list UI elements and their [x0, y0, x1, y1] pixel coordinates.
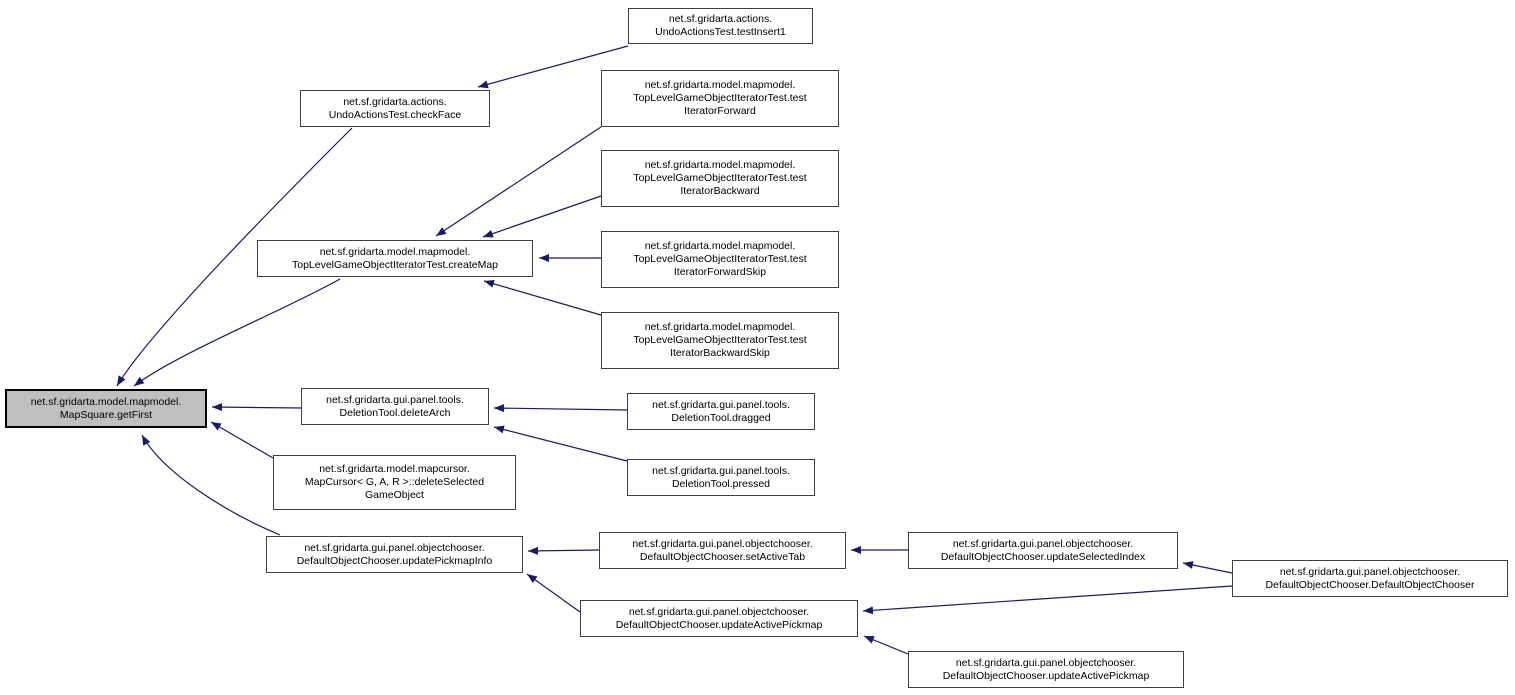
graph-node-test-iterator-backward[interactable]: [601, 150, 839, 207]
graph-node-get-first: [5, 389, 207, 428]
node-label-line: IteratorBackwardSkip: [670, 347, 770, 359]
node-label-line: DefaultObjectChooser.updatePickmapInfo: [296, 554, 493, 567]
node-label-line: net.sf.gridarta.gui.panel.tools.: [326, 393, 464, 406]
graph-node-delete-arch[interactable]: [301, 388, 489, 425]
node-label-line: DeletionTool.pressed: [671, 477, 771, 490]
graph-node-update-active-pickmap-2[interactable]: [908, 651, 1184, 688]
graph-node-undo-test-insert1[interactable]: [628, 8, 813, 44]
node-label-line: TopLevelGameObjectIteratorTest.createMap: [291, 258, 499, 271]
node-label-line: DefaultObjectChooser.DefaultObjectChooser: [1265, 578, 1475, 591]
graph-node-test-iterator-forward[interactable]: [601, 70, 839, 127]
node-label-line: net.sf.gridarta.model.mapmodel.: [30, 395, 182, 408]
graph-node-default-object-chooser-ctor[interactable]: [1232, 560, 1508, 597]
node-label-line: net.sf.gridarta.model.mapcursor.: [319, 463, 470, 475]
node-label-line: net.sf.gridarta.model.mapmodel.: [644, 321, 796, 333]
node-label-line: TopLevelGameObjectIteratorTest.test: [633, 92, 807, 104]
node-label-line: net.sf.gridarta.model.mapmodel.: [644, 240, 796, 252]
node-label-line: IteratorForward: [684, 105, 756, 117]
graph-node-undo-check-face[interactable]: [300, 90, 490, 127]
graph-node-create-map[interactable]: [257, 240, 533, 277]
graph-node-update-active-pickmap[interactable]: [580, 600, 858, 637]
graph-node-deletion-tool-pressed[interactable]: [627, 459, 815, 496]
node-label-line: net.sf.gridarta.model.mapmodel.: [644, 159, 796, 171]
node-label-line: net.sf.gridarta.gui.panel.objectchooser.: [952, 537, 1134, 550]
graph-node-deletion-tool-dragged[interactable]: [627, 393, 815, 430]
graph-node-delete-selected-game-object[interactable]: [273, 455, 516, 510]
graph-node-update-selected-index[interactable]: [908, 532, 1178, 569]
node-label-line: UndoActionsTest.testInsert1: [655, 26, 786, 38]
node-label-line: net.sf.gridarta.gui.panel.tools.: [652, 464, 790, 477]
node-label-line: DefaultObjectChooser.updateActivePickmap: [615, 618, 823, 631]
graph-node-test-iterator-backward-skip[interactable]: [601, 312, 839, 369]
node-label-line: DefaultObjectChooser.updateActivePickmap: [942, 669, 1150, 682]
node-label-line: net.sf.gridarta.gui.panel.objectchooser.: [628, 605, 810, 618]
node-label-line: TopLevelGameObjectIteratorTest.test: [633, 334, 807, 346]
node-label-line: net.sf.gridarta.actions.: [668, 13, 773, 25]
node-label-line: net.sf.gridarta.gui.panel.objectchooser.: [1279, 565, 1461, 578]
node-label-line: GameObject: [365, 489, 424, 501]
node-label-line: IteratorBackward: [680, 185, 760, 197]
node-label-line: MapSquare.getFirst: [59, 408, 153, 421]
node-label-line: net.sf.gridarta.gui.panel.objectchooser.: [304, 541, 485, 554]
node-label-line: DefaultObjectChooser.setActiveTab: [639, 550, 806, 563]
node-label-line: net.sf.gridarta.gui.panel.objectchooser.: [955, 656, 1137, 669]
graph-node-set-active-tab[interactable]: [599, 532, 846, 569]
node-label-line: DeletionTool.dragged: [671, 411, 771, 424]
node-label-line: net.sf.gridarta.gui.panel.tools.: [652, 398, 790, 411]
graph-node-update-pickmap-info[interactable]: [266, 536, 523, 573]
node-label-line: net.sf.gridarta.model.mapmodel.: [644, 79, 796, 91]
node-label-line: DefaultObjectChooser.updateSelectedIndex: [940, 550, 1146, 563]
node-label-line: MapCursor< G, A, R >::deleteSelected: [304, 476, 485, 488]
node-label-line: DeletionTool.deleteArch: [339, 406, 451, 419]
node-label-line: TopLevelGameObjectIteratorTest.test: [633, 172, 807, 184]
node-label-line: net.sf.gridarta.model.mapmodel.: [319, 245, 471, 258]
node-label-line: TopLevelGameObjectIteratorTest.test: [633, 253, 807, 265]
node-label-line: IteratorForwardSkip: [673, 266, 767, 278]
node-label-line: UndoActionsTest.checkFace: [328, 108, 462, 121]
node-label-line: net.sf.gridarta.actions.: [343, 95, 447, 108]
node-label-line: net.sf.gridarta.gui.panel.objectchooser.: [632, 537, 813, 550]
graph-node-test-iterator-forward-skip[interactable]: [601, 231, 839, 288]
